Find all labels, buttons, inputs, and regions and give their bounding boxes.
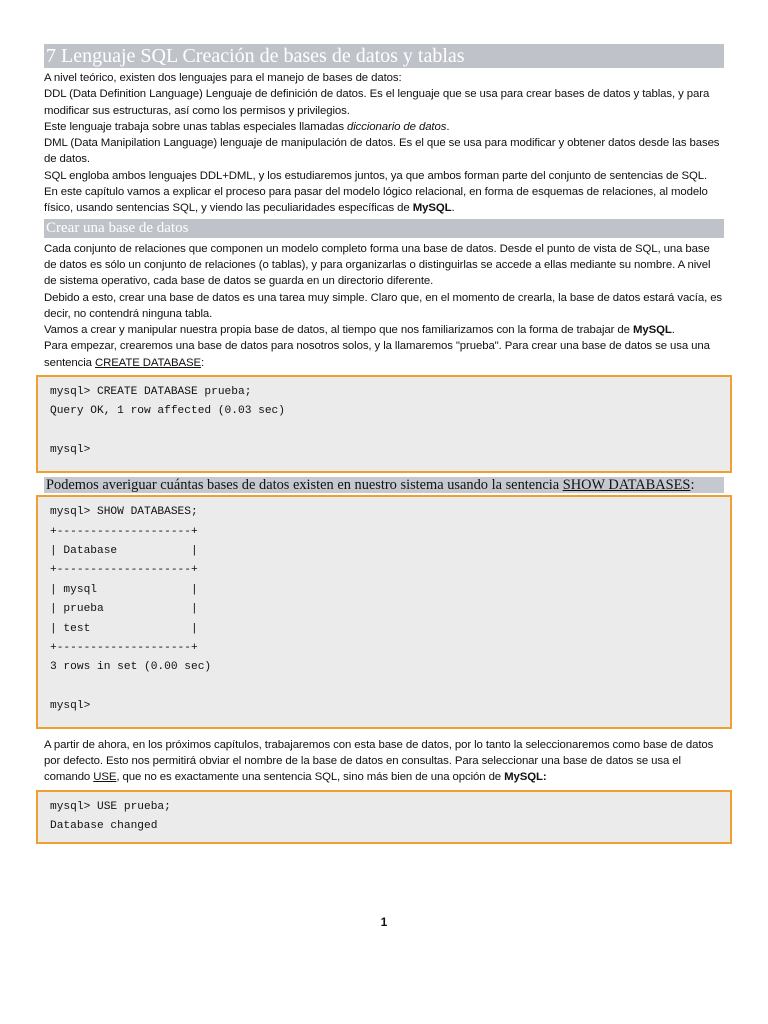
page-number: 1 <box>380 915 388 929</box>
section-paragraph-3: Vamos a crear y manipular nuestra propia base de datos, al tiempo que nos familiarizamos con la forma de trabajar de MySQL. <box>44 324 675 337</box>
underlined-command: CREATE DATABASE <box>94 356 202 369</box>
intro-paragraph-1: A nivel teórico, existen dos lenguajes para el manejo de bases de datos: <box>44 72 402 84</box>
code-block-create-database: mysql> CREATE DATABASE prueba; Query OK, 1 row affected (0.03 sec) mysql> <box>36 375 732 473</box>
bold-term: MySQL <box>632 324 672 337</box>
section-heading: Crear una base de datos <box>44 219 724 238</box>
intro-paragraph-3: Este lenguaje trabaja sobre unas tablas especiales llamadas diccionario de datos. <box>44 120 450 133</box>
use-paragraph: A partir de ahora, en los próximos capítulos, trabajaremos con esta base de datos, por lo tanto la seleccionaremos como base de datos por defecto. Esto nos permitirá obviar el nombre de la base de datos en consultas. Para seleccionar una base de datos se usa el comando USE, que no es exactamente una sentencia SQL, sino más bien de una opción de MySQL: <box>44 738 714 784</box>
underlined-command: SHOW DATABASES <box>562 476 691 493</box>
italic-term: diccionario de datos <box>347 120 447 133</box>
intro-paragraph-5: SQL engloba ambos lenguajes DDL+DML, y los estudiaremos juntos, ya que ambos forman parte del conjunto de sentencias de SQL. <box>44 169 708 182</box>
intro-paragraph-4: DML (Data Manipilation Language) lenguaje de manipulación de datos. Es el que se usa para modificar y obtener datos desde las bases de datos. <box>44 137 720 166</box>
shaded-paragraph: Podemos averiguar cuántas bases de datos existen en nuestro sistema usando la sentencia SHOW DATABASES: <box>44 477 724 494</box>
document-page <box>44 44 724 844</box>
chapter-title: 7 Lenguaje SQL Creación de bases de datos y tablas <box>44 44 724 68</box>
section-paragraph-2: Debido a esto, crear una base de datos es una tarea muy simple. Claro que, en el momento de crearla, la base de datos estará vacía, es decir, no contendrá ninguna tabla. <box>44 291 723 320</box>
code-block-use: mysql> USE prueba; Database changed <box>36 790 732 845</box>
section-paragraph-1: Cada conjunto de relaciones que componen un modelo completo forma una base de datos. Desde el punto de vista de SQL, una base de datos es sólo un conjunto de relaciones (o tablas), y para organizarlas o distinguirlas se accede a ellas mediante su nombre. A nivel de sistema operativo, cada base de datos se guarda en un directorio diferente. <box>44 242 711 288</box>
section-paragraph-4: Para empezar, crearemos una base de datos para nosotros solos, y la llamaremos "prueba". Para crear una base de datos se usa una sentencia CREATE DATABASE: <box>44 340 710 369</box>
intro-paragraph-2: DDL (Data Definition Language) Lenguaje de definición de datos. Es el lenguaje que se usa para crear bases de datos y tablas, y para modificar sus estructuras, así como los permisos y privilegios. <box>44 88 710 117</box>
bold-term: MySQL <box>412 202 452 215</box>
code-block-show-databases: mysql> SHOW DATABASES; +--------------------+ | Database | +--------------------+ | mysql | | prueba | | test | +--------------------+ 3 rows in set (0.00 sec) mysql> <box>36 495 732 728</box>
underlined-command: USE <box>93 771 117 784</box>
bold-term: MySQL: <box>504 771 547 784</box>
intro-paragraph-6: En este capítulo vamos a explicar el proceso para pasar del modelo lógico relacional, en forma de esquemas de relaciones, al modelo físico, usando sentencias SQL, y viendo las peculiaridades específicas de MySQL. <box>44 186 708 215</box>
